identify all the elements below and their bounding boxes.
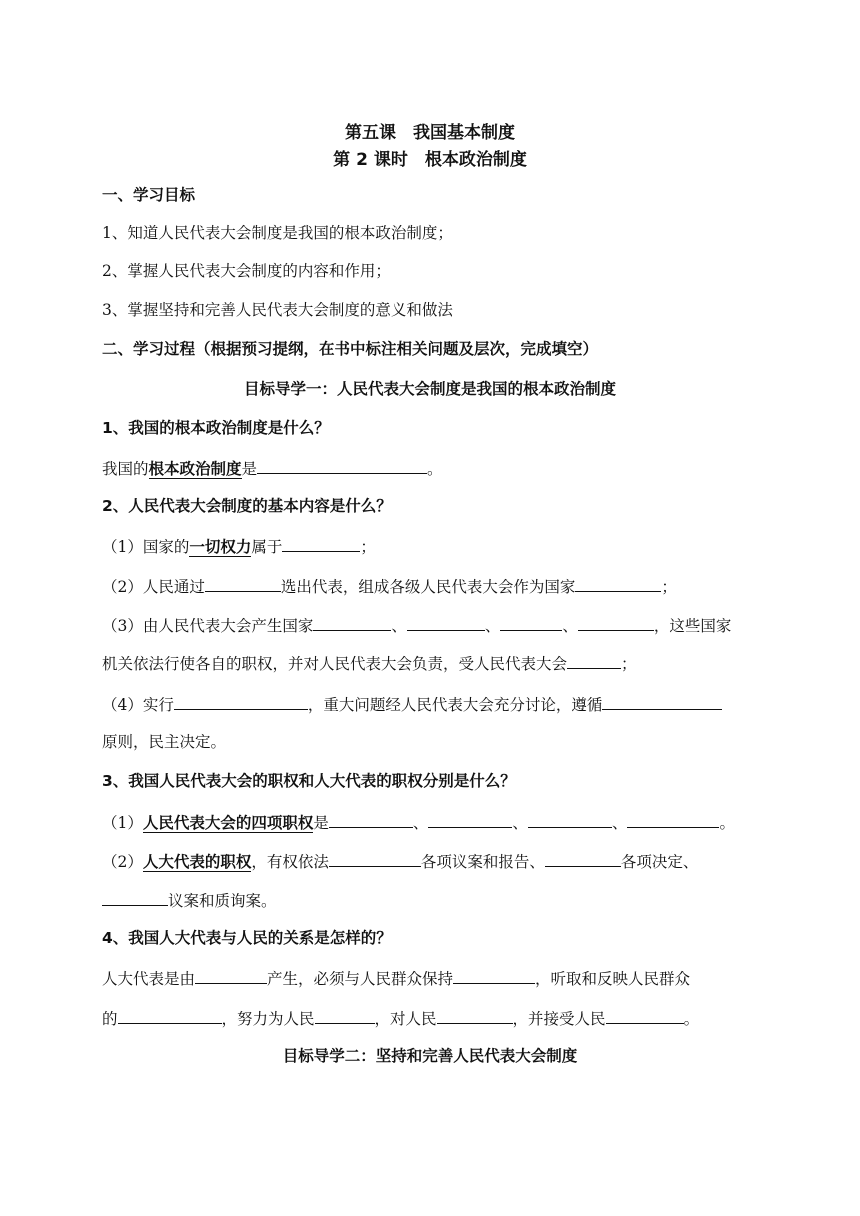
answer-line — [102, 692, 722, 716]
blank[interactable] — [567, 651, 621, 669]
blank[interactable] — [329, 810, 413, 828]
text: （2）人民通过 — [102, 578, 205, 596]
answer-line — [102, 651, 637, 675]
text: （1）国家的 — [102, 538, 190, 556]
text: 。 — [719, 814, 735, 832]
text: ； — [360, 538, 376, 556]
blank[interactable] — [606, 1006, 684, 1024]
text: 、 — [562, 617, 578, 635]
blank[interactable] — [313, 613, 391, 631]
blank[interactable] — [407, 613, 485, 631]
answer-line — [102, 456, 443, 480]
text: 、 — [484, 617, 501, 635]
question-2: 2、人民代表大会制度的基本内容是什么？ — [102, 497, 392, 515]
text: ，努力为人民 — [221, 1010, 315, 1028]
text: 的 — [102, 1010, 118, 1028]
text: 。 — [683, 1010, 700, 1028]
text: 是 — [313, 814, 329, 832]
text: ； — [661, 578, 677, 596]
text: 、 — [512, 814, 528, 832]
text: ； — [621, 655, 637, 673]
blank[interactable] — [315, 1006, 375, 1024]
text: 产生，必须与人民群众保持 — [267, 970, 454, 988]
keyword: 人民代表大会的四项职权 — [142, 814, 314, 832]
text: 我国的 — [102, 460, 149, 478]
blank[interactable] — [257, 456, 427, 474]
question-3: 3、我国人民代表大会的职权和人大代表的职权分别是什么？ — [102, 772, 516, 790]
lesson-subtitle: 第 2 课时 根本政治制度 — [333, 150, 527, 170]
lesson-title: 第五课 我国基本制度 — [345, 123, 515, 143]
text: 、 — [611, 814, 628, 832]
text: ，对人民 — [374, 1010, 437, 1028]
blank[interactable] — [118, 1006, 222, 1024]
keyword: 根本政治制度 — [148, 460, 242, 478]
text: 。 — [427, 460, 443, 478]
blank[interactable] — [528, 810, 612, 828]
text: （4）实行 — [102, 696, 174, 714]
section-heading-1: 目标导学一：人民代表大会制度是我国的根本政治制度 — [243, 380, 616, 398]
blank[interactable] — [500, 613, 562, 631]
blank[interactable] — [545, 849, 621, 867]
text: 、 — [391, 617, 407, 635]
blank[interactable] — [174, 692, 308, 710]
text: 属于 — [251, 538, 283, 556]
blank[interactable] — [627, 810, 719, 828]
text: （2） — [102, 853, 143, 871]
goal-item: 3、掌握坚持和完善人民代表大会制度的意义和做法 — [102, 301, 453, 319]
text: ，听取和反映人民群众 — [535, 970, 691, 988]
question-1: 1、我国的根本政治制度是什么？ — [102, 419, 330, 437]
answer-line — [102, 534, 376, 558]
answer-line: 原则，民主决定。 — [102, 733, 227, 751]
text: ，这些国家 — [653, 617, 732, 635]
text: （3）由人民代表大会产生国家 — [102, 617, 314, 635]
text: 机关依法行使各自的职权，并对人民代表大会负责，受人民代表大会 — [102, 655, 568, 673]
blank[interactable] — [428, 810, 512, 828]
blank[interactable] — [578, 613, 654, 631]
text: ，并接受人民 — [512, 1010, 606, 1028]
text: 、 — [412, 814, 429, 832]
heading-process: 二、学习过程（根据预习提纲，在书中标注相关问题及层次，完成填空） — [102, 340, 599, 358]
section-heading-2: 目标导学二：坚持和完善人民代表大会制度 — [282, 1047, 578, 1065]
text: 是 — [241, 460, 258, 478]
answer-line — [102, 888, 277, 912]
keyword: 一切权力 — [189, 538, 252, 556]
text: 人大代表是由 — [102, 970, 196, 988]
heading-goals: 一、学习目标 — [102, 186, 196, 204]
text: 议案和质询案。 — [168, 892, 277, 910]
blank[interactable] — [602, 692, 722, 710]
text: ，重大问题经人民代表大会充分讨论，遵循 — [307, 696, 603, 714]
blank[interactable] — [575, 574, 661, 592]
question-4: 4、我国人大代表与人民的关系是怎样的？ — [102, 929, 392, 947]
blank[interactable] — [205, 574, 281, 592]
text: 各项决定、 — [620, 853, 699, 871]
answer-line — [102, 849, 698, 873]
goal-item: 2、掌握人民代表大会制度的内容和作用； — [102, 262, 391, 280]
blank[interactable] — [102, 888, 168, 906]
answer-line — [102, 966, 690, 990]
text: 各项议案和报告、 — [420, 853, 545, 871]
goal-item: 1、知道人民代表大会制度是我国的根本政治制度； — [102, 224, 453, 242]
blank[interactable] — [437, 1006, 513, 1024]
answer-line — [102, 810, 735, 834]
answer-line — [102, 574, 677, 598]
text: 选出代表，组成各级人民代表大会作为国家 — [280, 578, 576, 596]
blank[interactable] — [453, 966, 535, 984]
text: ，有权依法 — [251, 853, 329, 871]
keyword: 人大代表的职权 — [142, 853, 252, 871]
answer-line — [102, 1006, 699, 1030]
blank[interactable] — [195, 966, 267, 984]
blank[interactable] — [282, 534, 360, 552]
answer-line — [102, 613, 731, 637]
blank[interactable] — [329, 849, 421, 867]
text: （1） — [102, 814, 143, 832]
